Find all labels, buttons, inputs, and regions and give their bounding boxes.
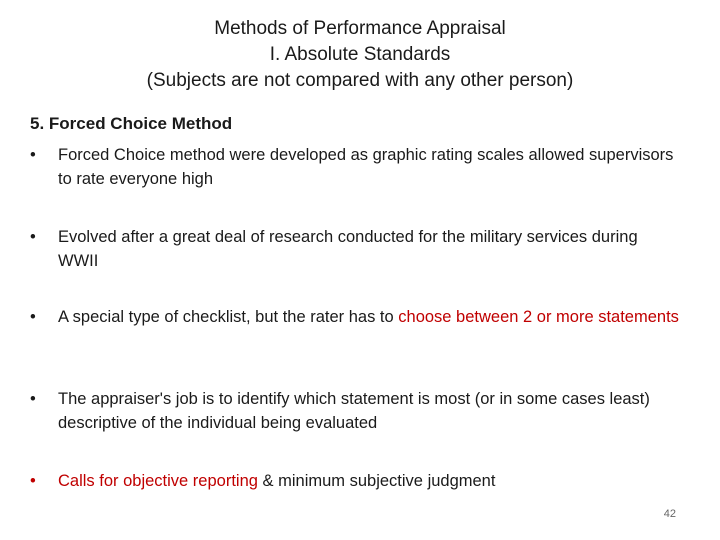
- title-line-2: I. Absolute Standards: [269, 44, 451, 65]
- bullet-text-highlight: choose between 2 or more statements: [398, 308, 679, 326]
- bullet-item-1: [30, 143, 680, 191]
- bullet-icon: •: [30, 390, 36, 408]
- bullet-text: Evolved after a great deal of research conducted for the military services during WWII: [58, 228, 638, 270]
- bullet-text-plain: & minimum subjective judgment: [257, 472, 496, 490]
- bullet-text: Forced Choice method were developed as graphic rating scales allowed supervisors to rate everyone high: [58, 146, 674, 188]
- title-line-1: Methods of Performance Appraisal: [214, 18, 506, 39]
- slide-title: [0, 16, 720, 94]
- bullet-item-2: [30, 225, 680, 273]
- bullet-icon: •: [30, 472, 36, 490]
- section-heading: 5. Forced Choice Method: [30, 114, 233, 133]
- bullet-text-highlight: Calls for objective reporting: [58, 472, 258, 490]
- bullet-icon: •: [30, 308, 36, 326]
- bullet-text: The appraiser's job is to identify which statement is most (or in some cases least) descriptive of the individual being evaluated: [58, 390, 650, 432]
- bullet-icon: •: [30, 146, 36, 164]
- page-number: 42: [663, 508, 676, 520]
- title-line-3: (Subjects are not compared with any other person): [146, 70, 574, 91]
- bullet-text: [58, 305, 680, 329]
- bullet-item-3: [30, 305, 680, 329]
- bullet-icon: •: [30, 228, 36, 246]
- bullet-item-4: [30, 387, 680, 435]
- bullet-text: [58, 469, 680, 493]
- bullet-text-plain: A special type of checklist, but the rater has to: [58, 308, 399, 326]
- bullet-item-5: [30, 469, 680, 493]
